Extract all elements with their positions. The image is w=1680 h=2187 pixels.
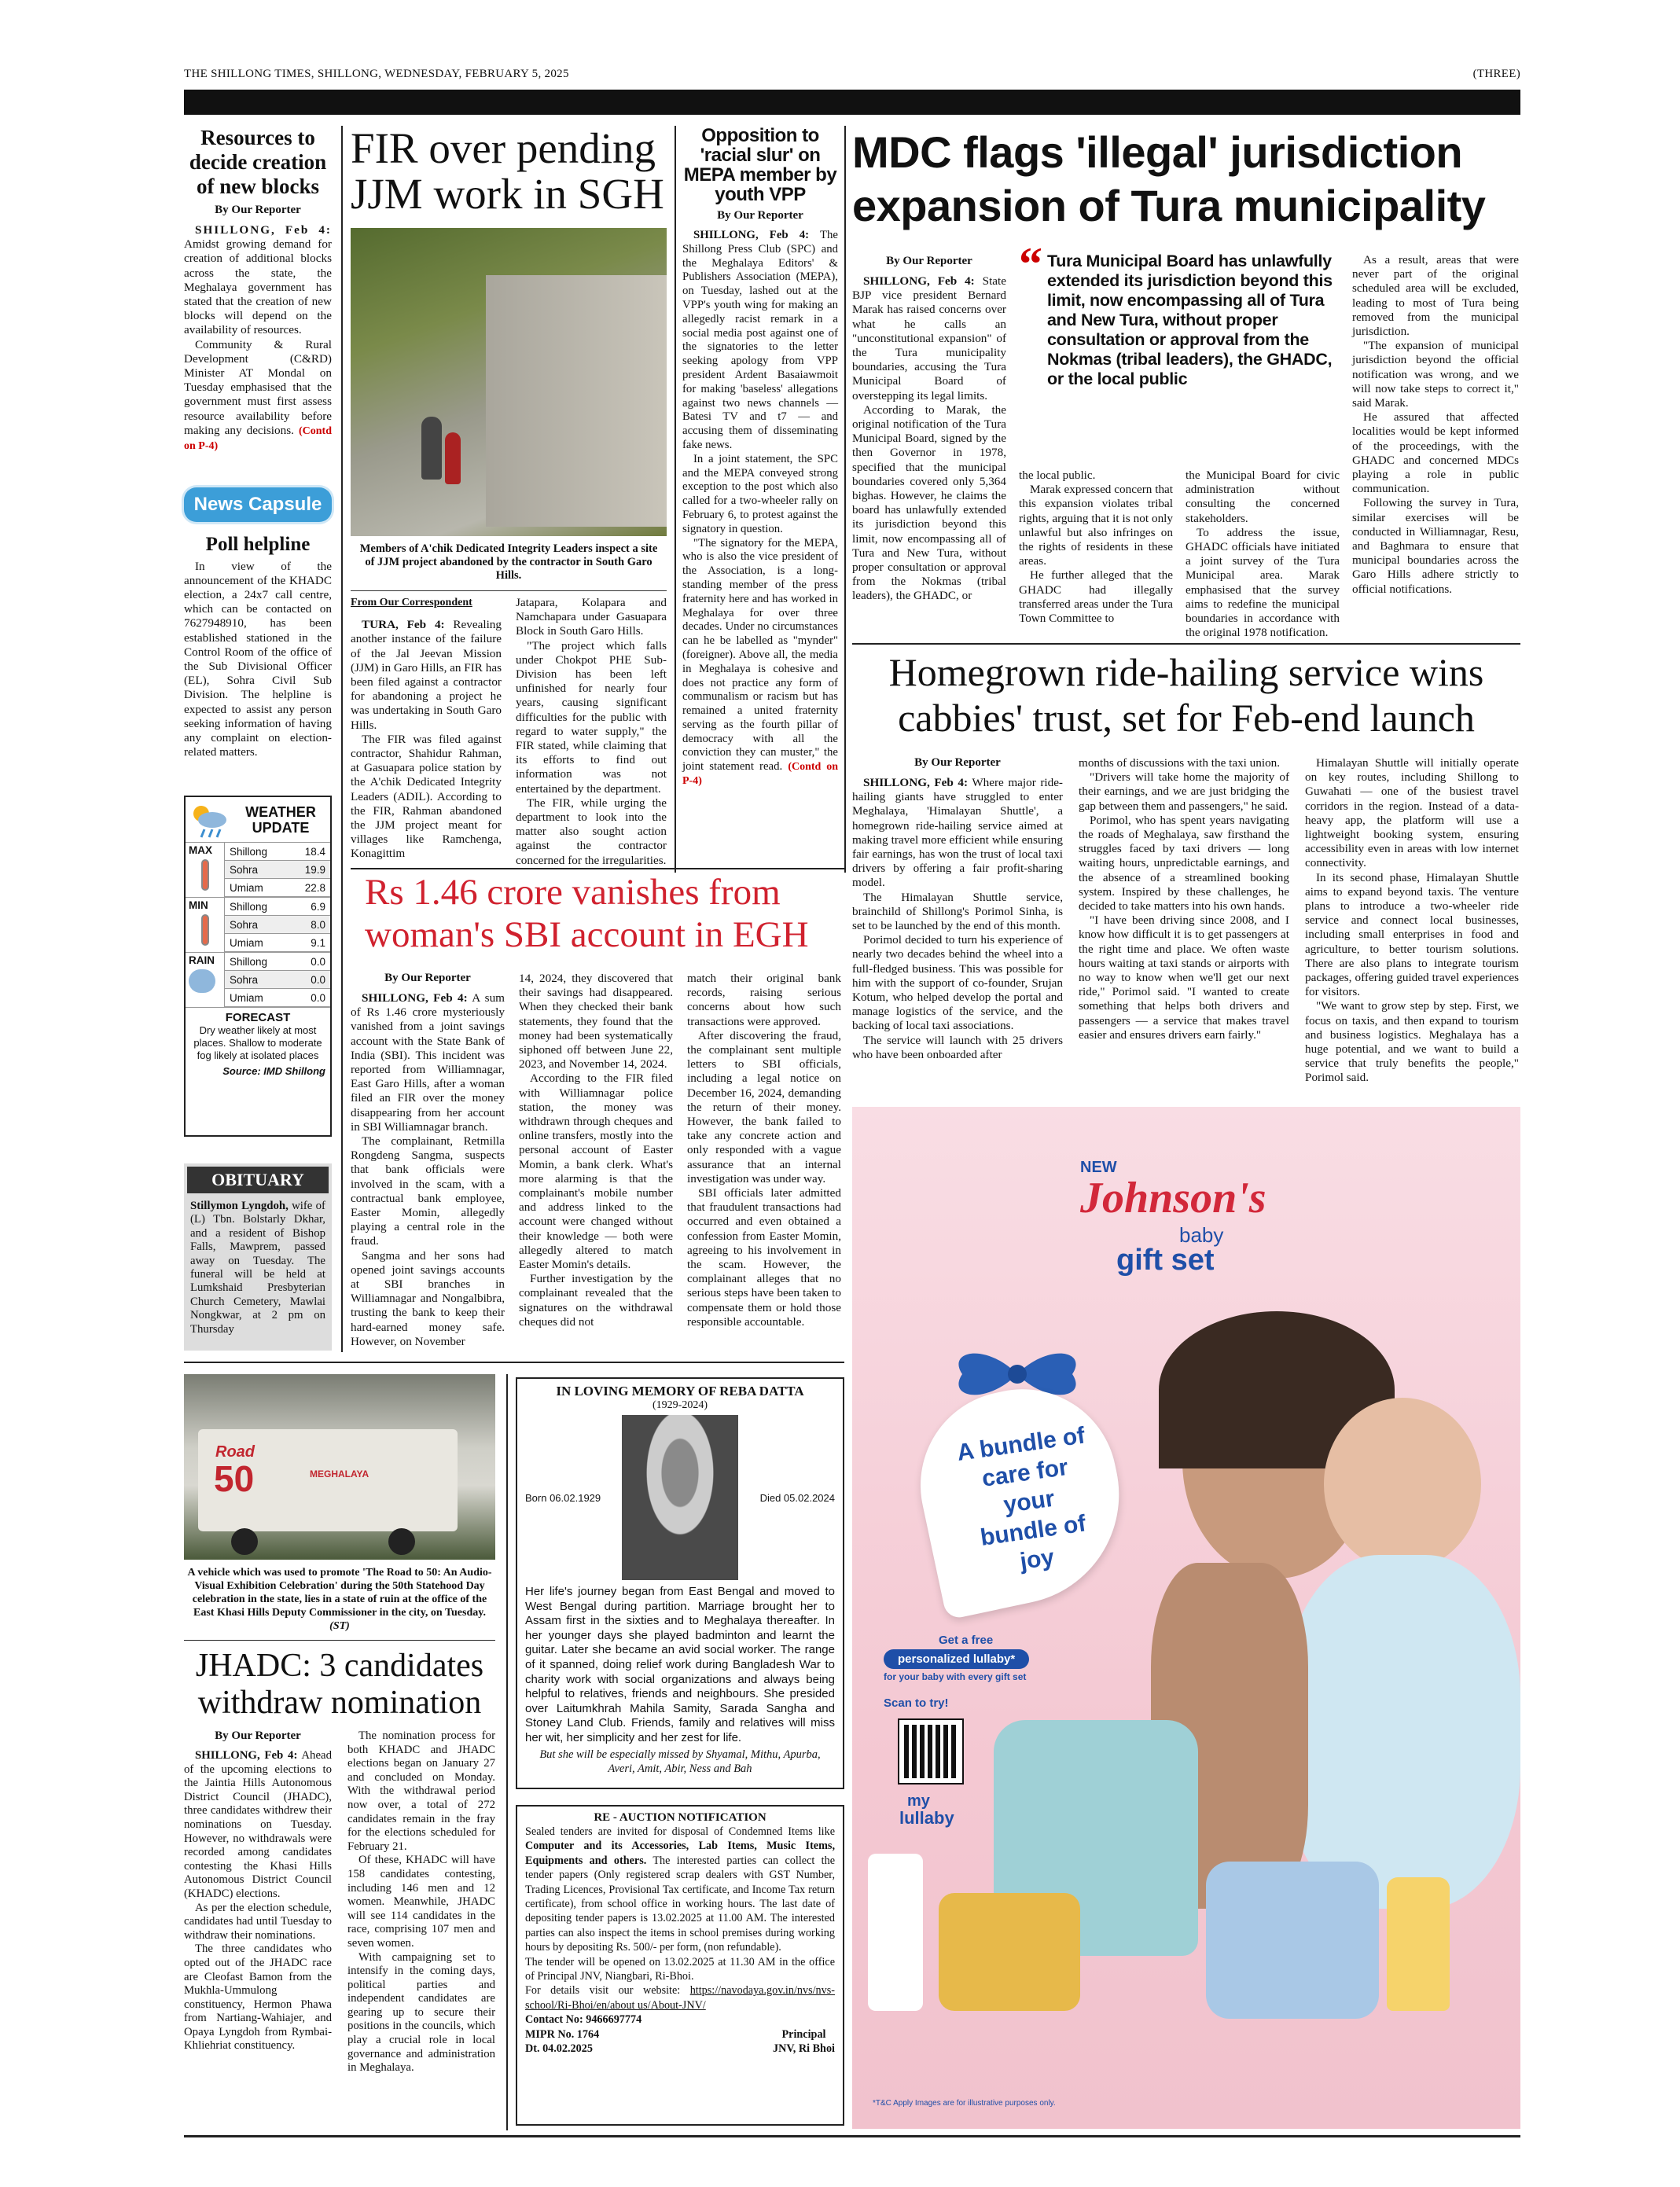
vpp-p2: In a joint statement, the SPC and the MEPA conveyed strong exception to the post which also called for a two-wheeler rally on February 6, to protest against the signatory in question. <box>682 452 838 535</box>
weather-value: 0.0 <box>311 955 325 968</box>
memorial-portrait <box>622 1415 738 1580</box>
memorial-years: (1929-2024) <box>653 1399 708 1411</box>
memorial-body: Her life's journey began from East Bengal and moved to West Bengal during partition. Marriage brought her to Assam first in the sixties and to Meghalaya thereafter. In her younger days she played badminton and learnt the guitar. Later she became an avid social worker. The range of it spanned, doing relief work during Bangladesh War to charity work with social organizations and always being helpful to relatives, friends and neighbours. She presided over Laitumkhrah Mahila Samity, Sarada Sangha and Stoney Land Club. Friends, family and relatives will miss her wit, her simplicity and her zest for life. <box>525 1585 835 1744</box>
weather-group-label: MAX <box>189 844 212 856</box>
vehicle-sign-meghalaya: MEGHALAYA <box>310 1468 369 1479</box>
weather-place: Umiam <box>230 991 263 1004</box>
obituary <box>184 1163 332 1351</box>
vpp-p3: "The signatory for the MEPA, who is also the vice president of the Association, is a long-standing member of the press fraternity here and has worked in Meghalaya for over three decades. Under no circumstances can he be labelled as "mynder" (foreigner). Above all, the media in Meghalaya is cohesive and does not practice any form of communalism or racism but has remained a united fraternity serving as the fourth pillar of democracy with all the conviction they can muster," the joint statement read. <box>682 536 838 774</box>
vpp-story <box>682 126 838 788</box>
vehicle-credit: (ST) <box>329 1620 350 1632</box>
ad-baby: baby <box>1179 1223 1224 1247</box>
fir-p4: "The project which falls under Chokpot PHE Sub-Division has been left unfinished for nearly four years, causing significant difficulties for the public with regard to water supply," the FIR stated, while claiming that its efforts to find out information was not entertained by the department. <box>516 638 667 796</box>
ad-disclaimer: *T&C Apply Images are for illustrative purposes only. <box>873 2099 1056 2108</box>
thermometer-icon <box>201 859 209 891</box>
weather-title-2: UPDATE <box>252 819 310 836</box>
blocks-byline: By Our Reporter <box>215 204 301 216</box>
fir-caption: Members of A'chik Dedicated Integrity Leaders inspect a site of JJM project abandoned by the contractor in South Garo Hills. <box>359 542 658 582</box>
ride-p5: months of discussions with the taxi union. <box>1079 756 1281 770</box>
weather-row <box>225 898 330 916</box>
mdc-byline: By Our Reporter <box>886 255 972 267</box>
jhadc-p6: With campaigning set to intensify in the coming days, political parties and independent candidates are gearing up to secure their positions in the councils, which play a crucial role in local governance and administration in Meghalaya. <box>347 1950 495 2075</box>
weather-value: 9.1 <box>311 936 325 949</box>
mdc-p4: Marak expressed concern that this expansion violates tribal rights, arguing that it is not only unlawful but also infringes on the rights of residents in these areas. <box>1019 483 1173 568</box>
masthead-left: THE SHILLONG TIMES, SHILLONG, WEDNESDAY, FEBRUARY 5, 2025 <box>184 68 569 80</box>
auction-p1a: Sealed tenders are invited for disposal of Condemned Items like <box>525 1825 835 1838</box>
sbi-byline: By Our Reporter <box>384 972 471 984</box>
jhadc-story <box>184 1648 495 1722</box>
sbi-col1 <box>351 972 505 1349</box>
sbi-p9: SBI officials later admitted that fraudulent transactions had occurred and even obtained a confession from Easter Momin, agreeing to his involvement in the scam. However, the complainant alleges that no serious steps have been taken to compensate them or hold those responsible accountable. <box>687 1186 841 1329</box>
ad-scan: Scan to try! <box>884 1696 949 1710</box>
auction-principal: Principal <box>781 2027 826 2041</box>
weather-place: Sohra <box>230 863 259 876</box>
mdc-col3 <box>1186 469 1340 640</box>
ride-p2: The Himalayan Shuttle service, brainchild of Shillong's Porimol Sinha, is set to be launched by the end of this month. <box>852 890 1063 933</box>
ride-p8: "I have been driving since 2008, and I know how difficult it is to get passengers at the right time and place. We often waste hours waiting at taxi stands or airports with no way to know when we'll get our next ride," Porimol said. "I wanted to create something that helps both drivers and passengers — a service that makes travel easier and ensures drivers earn fairly." <box>1079 913 1289 1042</box>
blocks-headline: Resources to decide creation of new blocks <box>189 126 327 198</box>
sbi-p4: 14, 2024, they discovered that their savings had disappeared. When they checked their bank statements, they found that the money had been systematically siphoned off between June 22, 2023, and November 14, 2024. <box>519 972 673 1071</box>
mdc-story <box>852 126 1520 233</box>
fir-p5: The FIR, while urging the department to look into the matter also sought action against the contractor concerned for the irregularities. <box>516 796 667 867</box>
fir-p3: Jatapara, Kolapara and Namchapara under Gasuapara Block in South Garo Hills. <box>516 596 667 638</box>
weather-place: Sohra <box>230 973 259 986</box>
ad-brand: Johnson's <box>1080 1174 1266 1222</box>
blocks-story <box>184 126 332 454</box>
jhadc-p3: The three candidates who opted out of the JHADC race are Cleofast Bamon from the Mukhla-Ummulong constituency, Hermon Phawa from Nartiang-Wahiajer, and Opaya Lyngdoh from Rymbai-Khliehriat constituency. <box>184 1943 332 2053</box>
fir-p1: Revealing another instance of the failure of the Jal Jeevan Mission (JJM) in Garo Hills, an FIR has been filed against a contractor for abandoning a project he was undertaking in South Garo Hills. <box>351 618 502 732</box>
rule-bottom-mid <box>506 1374 508 2130</box>
weather-group-label: RAIN <box>189 954 215 966</box>
jhadc-col1 <box>184 1729 332 2053</box>
rain-cloud-icon <box>189 969 215 993</box>
forecast-text: Dry weather likely at most places. Shallow to moderate fog likely at isolated places <box>193 1024 322 1061</box>
weather-value: 19.9 <box>304 863 325 876</box>
sbi-p6: Further investigation by the complainant revealed that the signatures on the withdrawal cheques did not <box>519 1272 673 1329</box>
rule-jhadc <box>184 1640 495 1641</box>
jhadc-headline: JHADC: 3 candidates withdraw nomination <box>195 1648 484 1721</box>
ad-mylullaby: lullaby <box>899 1808 954 1828</box>
rule-mid <box>184 1362 844 1363</box>
blocks-contd[interactable]: (Contd on P-4) <box>184 425 332 453</box>
ad-bottle <box>1387 1877 1450 2011</box>
sbi-p2: The complainant, Retmilla Rongdeng Sangma, suspects that bank officials were involved in the scam, with a contractual bank employee, Easter Momin, allegedly playing a central role in the fraud. <box>351 1134 505 1248</box>
sbi-col3 <box>687 972 841 1329</box>
mdc-pullquote <box>1019 238 1336 454</box>
ride-p6: "Drivers will take home the majority of their earnings, and we are just bridging the gap between them and passengers," he said. <box>1079 770 1289 813</box>
mdc-col2 <box>1019 469 1173 626</box>
weather-value: 0.0 <box>311 991 325 1004</box>
rule-fir <box>675 126 676 873</box>
sbi-col2 <box>519 972 673 1329</box>
mdc-p1: State BJP vice president Bernard Marak has raised concerns over what he calls an "unconstitutional expansion" of the Tura municipality boundaries, accusing the Tura Municipal Board of overstepping its legal limits. <box>852 274 1006 402</box>
weather-row <box>225 843 330 861</box>
blocks-body <box>184 223 332 454</box>
ride-col3 <box>1305 756 1519 1086</box>
vpp-dateline: SHILLONG, Feb 4: <box>693 229 810 241</box>
rule-ride <box>852 643 1520 645</box>
jhadc-dateline: SHILLONG, Feb 4: <box>195 1749 298 1762</box>
ride-p9: Himalayan Shuttle will initially operate on key routes, including Shillong to Guwahati — one of the busiest travel corridors in the region. Instead of a data-heavy app, the platform will use a lightweight booking system, ensuring accessibility even in areas with low internet connectivity. <box>1305 756 1519 870</box>
weather-group-rain <box>186 953 330 1008</box>
weather-place: Shillong <box>230 845 268 858</box>
ride-byline: By Our Reporter <box>914 756 1001 769</box>
memorial-died: Died 05.02.2024 <box>759 1491 835 1504</box>
weather-source: Source: IMD Shillong <box>222 1065 325 1077</box>
blocks-p1: Amidst growing demand for creation of additional blocks across the state, the Meghalaya government has stated that the creation of new blocks will depend on the availability of resources. <box>184 237 332 337</box>
forecast-label: FORECAST <box>225 1011 291 1024</box>
mdc-p10: He assured that affected localities would be kept informed of the proceedings, with the GHADC and concerned MDCs playing a role in public communication. <box>1352 410 1519 496</box>
blocks-dateline: SHILLONG, Feb 4: <box>195 223 332 237</box>
auction-mipr: MIPR No. 1764 <box>525 2027 600 2041</box>
vehicle-caption <box>184 1566 495 1633</box>
weather-row <box>225 916 330 934</box>
weather-groups <box>186 843 330 1008</box>
sbi-dateline: SHILLONG, Feb 4: <box>362 991 468 1005</box>
weather-title-1: WEATHER <box>245 803 316 820</box>
poll-helpline-headline: Poll helpline <box>205 534 311 555</box>
fir-rule <box>351 590 667 591</box>
fir-dateline: TURA, Feb 4: <box>362 618 445 632</box>
qr-code-icon[interactable] <box>899 1720 962 1783</box>
weather-row <box>225 971 330 989</box>
weather-value: 18.4 <box>304 845 325 858</box>
fir-p2: The FIR was filed against contractor, Shahidur Rahman, at Gasuapara police station by the A'chik Dedicated Integrity Leaders (ADIL). According to the FIR, Rahman abandoned the JJM project meant for villages like Ramchenga, Konagittim <box>351 732 502 861</box>
page-number: (THREE) <box>1472 68 1520 80</box>
weather-place: Umiam <box>230 881 263 894</box>
mdc-p9: "The expansion of municipal jurisdiction beyond the official notification was wrong, and we will now take steps to correct it," said Marak. <box>1352 339 1519 410</box>
obituary-name: Stillymon Lyngdoh, <box>190 1200 289 1212</box>
sbi-p8: After discovering the fraud, the complainant sent multiple letters to SBI officials, including a legal notice on December 16, 2024, demanding the return of their money. However, the bank failed to take any concrete action and only responded with a vague assurance that an internal investigation was under way. <box>687 1028 841 1185</box>
ad-lullaby-pill: personalized lullaby* <box>884 1649 1029 1669</box>
auction-jnv: JNV, Ri Bhoi <box>773 2042 835 2056</box>
ride-p10: In its second phase, Himalayan Shuttle aims to expand beyond taxis. The venture plans to introduce a two-wheeler ride service and connect local businesses, including small enterprises in food and agriculture, to better tourism solutions. There are also plans to integrate tourism packages, offering guided travel experiences for visitors. <box>1305 870 1519 999</box>
vehicle-sign-50: 50 <box>214 1458 255 1499</box>
ad-gift-set: gift set <box>1116 1244 1215 1277</box>
ad-getfree: Get a free <box>939 1634 994 1647</box>
vpp-contd[interactable]: (Contd on P-4) <box>682 761 839 788</box>
johnsons-ad[interactable] <box>852 1107 1520 2129</box>
vpp-byline: By Our Reporter <box>717 209 803 222</box>
ride-col2 <box>1079 756 1289 1042</box>
ad-bundle-text: A bundle of care for your bundle of joy <box>955 1422 1088 1575</box>
ad-new: NEW <box>1080 1159 1117 1176</box>
weather-group-label: MIN <box>189 899 208 911</box>
ride-p11: "We want to grow step by step. First, we focus on taxis, and then expand to tourism and business logistics. Meghalaya has a huge potential, and we want to build a service that truly benefits the people," Porimol said. <box>1305 999 1519 1085</box>
memorial-notice <box>516 1377 844 1789</box>
weather-value: 22.8 <box>304 881 325 894</box>
news-capsule-badge: News Capsule <box>184 487 332 522</box>
sbi-story <box>351 871 844 956</box>
weather-value: 0.0 <box>311 973 325 986</box>
mdc-p5: He further alleged that the GHADC had illegally transferred areas under the Tura Town Committee to <box>1019 568 1173 626</box>
mdc-p3: the local public. <box>1019 469 1096 482</box>
ride-p4: The service will launch with 25 drivers who have been onboarded after <box>852 1033 1063 1061</box>
weather-place: Sohra <box>230 918 259 931</box>
news-capsule <box>184 487 332 759</box>
mdc-col1 <box>852 250 1006 604</box>
ad-cream-tube <box>868 1854 923 2011</box>
weather-row <box>225 861 330 879</box>
rule-sbi <box>351 868 844 869</box>
ad-yellow-pouch <box>939 1893 1080 2011</box>
mdc-p6: the Municipal Board for civic administration without consulting the concerned stakeholders. <box>1186 469 1340 525</box>
mdc-p8: As a result, areas that were never part of the original scheduled area will be excluded, leading to most of Tura being removed from the municipal jurisdiction. <box>1352 253 1519 339</box>
vehicle-photo <box>184 1374 495 1560</box>
obituary-body: wife of (L) Tbn. Bolstarly Dkhar, and a resident of Bishop Falls, Mawprem, passed away on Tuesday. The funeral will be held at Lumkshaid Presbyterian Church Cemetery, Mawlai Nongkwar, at 2 pm on Thursday <box>190 1200 325 1336</box>
jhadc-p2: As per the election schedule, candidates had until Tuesday to withdraw their nominations. <box>184 1901 332 1942</box>
mdc-p2: According to Marak, the original notification of the Tura Municipal Board, signed by the then Governor in 1978, specified that the municipal boundaries covered only 5,364 bighas. However, he claims the board has unlawfully extended its jurisdiction beyond this limit, now encompassing all of Tura and New Tura, without proper consultation or approval from the Nokmas (tribal leaders), the GHADC, or <box>852 402 1006 603</box>
ad-mother-baby-photo <box>1151 1296 1520 1909</box>
vpp-p1: The Shillong Press Club (SPC) and the Meghalaya Editors' & Publishers Association (MEPA), on Tuesday, lashed out at the VPP's youth wing for making an allegedly racist remark in a social media post against one of the signatories to the letter seeking apology from VPP president Ardent Basaiawmoit for making 'baseless' allegations against two news channels — Batesi TV and t7 — and accusing them of disseminating fake news. <box>682 229 839 451</box>
ride-p1: Where major ride-hailing giants have struggled to enter Meghalaya, 'Himalayan Shuttle', a homegrown ride-hailing service aimed at making travel more efficient while ensuring fair earnings, has won the trust of local taxi drivers by offering a fair profit-sharing model. <box>852 776 1063 890</box>
vehicle-sign-road: Road <box>215 1443 255 1461</box>
mdc-p7: To address the issue, GHADC officials have initiated a joint survey of the Tura Municipal area. Marak emphasised that the survey aims to redefine the municipal boundaries in accordance with the original 1978 notification. <box>1186 525 1340 640</box>
auction-website-link[interactable]: https://navodaya.gov.in/nvs/nvs-school/Ri-Bhoi/en/about us/About-JNV/ <box>525 1984 835 2012</box>
fir-story <box>351 126 667 868</box>
memorial-footer: But she will be especially missed by Shyamal, Mithu, Apurba, Averi, Amit, Abir, Ness and Bah <box>539 1748 821 1775</box>
fir-photo <box>351 228 667 536</box>
mdc-col4 <box>1352 253 1519 597</box>
sbi-p1: A sum of Rs 1.46 crore mysteriously vanished from a joint savings account with the State Bank of India (SBI). This incident was reported from Williamnagar, East Garo Hills, after a woman filed an FIR over the money disappearing from her account in SBI Williamnagar branch. <box>351 991 505 1134</box>
mdc-dateline: SHILLONG, Feb 4: <box>863 274 975 288</box>
fir-headline: FIR over pending JJM work in SGH <box>351 124 664 218</box>
rule-left <box>341 126 343 1352</box>
poll-helpline-body: In view of the announcement of the KHADC election, a 24x7 call centre, which can be contacted on 7627948910, has been established stationed in the Control Room of the office of the Sub Divisional Officer (EL), Sohra Civil Sub Division. The helpline is expected to assist any person seeking information of having any complaint on election-related matters. <box>184 559 332 759</box>
mdc-p11: Following the survey in Tura, similar exercises will be conducted in Williamnagar, Resu, and Baghmara to ensure that municipal boundaries across the Garo Hills adhere strictly to official notifications. <box>1352 496 1519 596</box>
header-bar <box>184 90 1520 115</box>
thermometer-icon <box>201 914 209 946</box>
weather-group-max <box>186 843 330 898</box>
weather-group-min <box>186 898 330 953</box>
auction-p3a: For details visit our website: <box>525 1984 690 1998</box>
sbi-p5: According to the FIR filed with Williamnagar police station, the money was withdrawn through cheques and online transfers, mostly into the personal account of Easter Momin, a bank clerk. What's more alarming is that the complainant's mobile number and address linked to the account were changed without their knowledge — both were allegedly altered to match Easter Momin's details. <box>519 1071 673 1272</box>
vpp-headline: Opposition to 'racial slur' on MEPA member by youth VPP <box>683 125 837 205</box>
blocks-p2: Community & Rural Development (C&RD) Minister AT Mondal on Tuesday emphasised that the government must first assess resource availability before making any decisions. <box>184 337 332 437</box>
weather-place: Shillong <box>230 955 268 968</box>
auction-date: Dt. 04.02.2025 <box>525 2042 593 2056</box>
quote-mark-icon: “ <box>1019 238 1042 290</box>
vpp-body <box>682 229 838 788</box>
ad-blue-pouch <box>1206 1862 1379 2019</box>
mdc-quote-text: Tura Municipal Board has unlawfully extended its jurisdiction beyond this limit, now encompassing all of Tura and New Tura, without proper consultation or approval from the Nokmas (tribal leaders), the GHADC, or the local public <box>1047 252 1333 388</box>
weather-icon <box>186 799 231 840</box>
sbi-p3: Sangma and her sons had opened joint savings accounts at SBI branches in Williamnagar and Nongalbibra, trusting the bank to keep their hard-earned money safe. However, on November <box>351 1248 505 1348</box>
ad-my: my <box>907 1792 930 1810</box>
jhadc-p4: The nomination process for both KHADC and JHADC elections began on January 27 and concluded on Monday. With the withdrawal period now over, a total of 272 candidates remain in the fray for the elections scheduled for February 21. <box>347 1729 495 1853</box>
ride-p3: Porimol decided to turn his experience of nearly two decades behind the wheel into a full-fledged business. This was possible for him with the support of co-founder, Srujan Kotum, who helped develop the portal and manage logistics of the service, and the backing of local taxi associations. <box>852 933 1063 1033</box>
weather-place: Shillong <box>230 900 268 913</box>
memorial-title: IN LOVING MEMORY OF REBA DATTA <box>556 1384 804 1399</box>
rule-vpp <box>844 126 846 873</box>
auction-notice <box>516 1805 844 2126</box>
jhadc-col2 <box>347 1729 495 2075</box>
ride-col1 <box>852 756 1063 1062</box>
auction-items: Computer and its Accessories, Lab Items, Music Items, Equipments and others. <box>525 1840 835 1867</box>
jhadc-p5: Of these, KHADC will have 158 candidates contesting, including 146 men and 12 women. Meanwhile, JHADC will see 114 candidates in the race, comprising 107 men and seven women. <box>347 1854 495 1950</box>
ride-headline: Homegrown ride-hailing service wins cabbies' trust, set for Feb-end launch <box>888 650 1484 740</box>
sbi-p7: match their original bank records, raising serious concerns about how such transactions were approved. <box>687 972 841 1028</box>
weather-value: 6.9 <box>311 900 325 913</box>
masthead-line <box>184 68 1520 85</box>
sbi-headline: Rs 1.46 crore vanishes from woman's SBI account in EGH <box>365 872 809 955</box>
jhadc-p1: Ahead of the upcoming elections to the Jaintia Hills Autonomous District Council (JHADC), three candidates withdrew their nominations on Tuesday. However, no withdrawals were recorded among candidates contesting the Khasi Hills Autonomous District Council (KHADC) elections. <box>184 1749 332 1900</box>
footer-rule <box>184 2135 1520 2137</box>
weather-box <box>184 796 332 1137</box>
auction-title: RE - AUCTION NOTIFICATION <box>594 1811 766 1824</box>
auction-contact: Contact No: 9466697774 <box>525 2013 642 2027</box>
jhadc-byline: By Our Reporter <box>215 1729 301 1742</box>
ride-p7: Porimol, who has spent years navigating the roads of Meghalaya, saw firsthand the struggles faced by taxi drivers — long waiting hours, unpredictable earnings, and the absence of a streamlined booking system. Inspired by these challenges, he decided to take matters into his own hands. <box>1079 813 1289 913</box>
vehicle-caption-text: A vehicle which was used to promote 'The Road to 50: An Audio-Visual Exhibition Celebration' during the 50th Statehood Day celebration in the state, lies in a state of ruin at the office of the East Khasi Hills Deputy Commissioner in the city, on Tuesday. <box>187 1567 492 1619</box>
weather-row <box>225 989 330 1007</box>
auction-p1c: The interested parties can collect the tender papers (Only registered scrap dealers with GST Number, Trading Licences, Provisional Tax certificate, and Income Tax return certificate), from school office in working hours. The last date of depositing tender papers is 13.02.2025 at 11.00 AM. The interested parties can also inspect the items in school premises during working hours by depositing Rs. 500/- per form, (non refundable). <box>525 1854 835 1954</box>
ride-dateline: SHILLONG, Feb 4: <box>863 776 969 789</box>
weather-place: Umiam <box>230 936 263 949</box>
weather-row <box>225 879 330 897</box>
memorial-born: Born 06.02.1929 <box>525 1491 601 1504</box>
weather-row <box>225 934 330 952</box>
obituary-label: OBITUARY <box>187 1167 329 1193</box>
weather-row <box>225 953 330 971</box>
weather-value: 8.0 <box>311 918 325 931</box>
ad-withevery: for your baby with every gift set <box>884 1671 1027 1682</box>
mdc-headline: MDC flags 'illegal' jurisdiction expansion of Tura municipality <box>852 127 1486 230</box>
fir-body <box>351 596 667 868</box>
ride-story <box>852 649 1520 741</box>
auction-p2: The tender will be opened on 13.02.2025 at 11.30 AM in the office of Principal JNV, Niangbari, Ri-Bhoi. <box>525 1955 835 1983</box>
fir-byline: From Our Correspondent <box>351 597 472 608</box>
